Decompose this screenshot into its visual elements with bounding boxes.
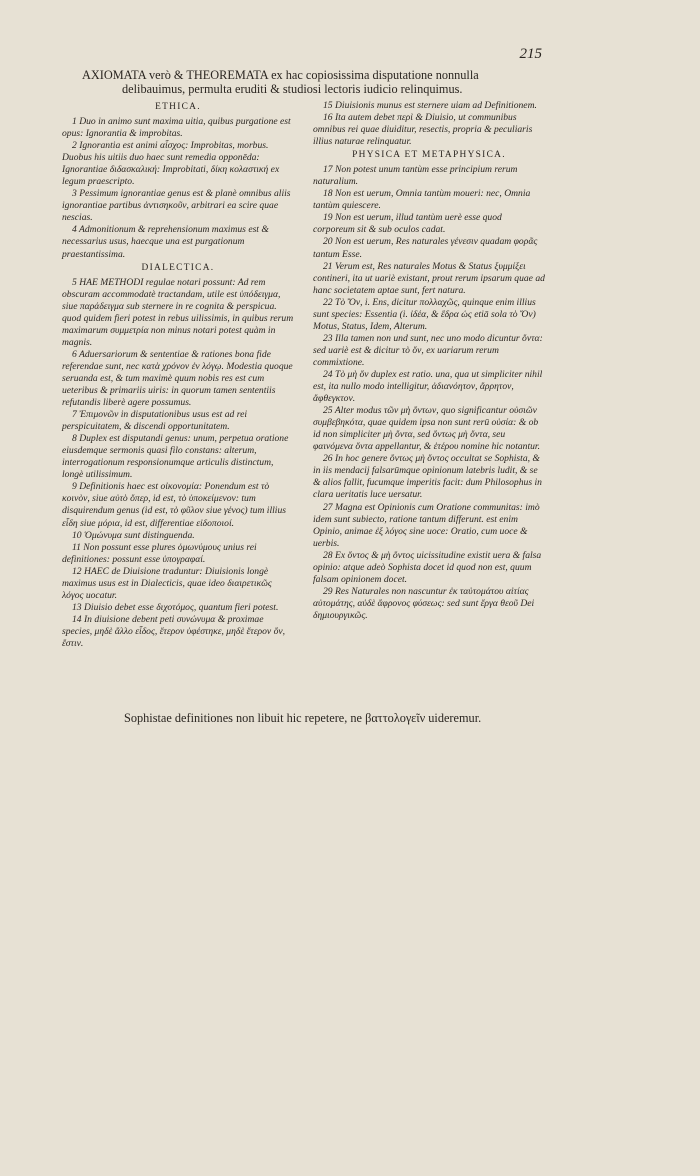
dialectica-title: DIALECTICA. [141,262,215,273]
axiom-5: 5 HAE METHODI regulae notari possunt: Ad rem obscuram accommodatè tractandam, utile est ὑπόδειγμα, siue παράδειγμα sub sternere in re cognita & perspicua. quod quidem fieri potest in rebus uilissimis, in quibus rerum maximarum συμμετρία non minus notari potest quàm in magnis. [62,276,294,348]
axiom-28: 28 Ex ὄντος & μὴ ὄντος uicissitudine existit uera & falsa opinio: atque adeò Sophista docet id quod non est, quum falsam opinionem docet. [313,549,542,585]
section-heading [82,68,562,96]
axiom-9: 9 Definitionis haec est οἰκονομία: Ponendum est τὸ κοινὸν, siue αὐτὸ ὅπερ, id est, τὸ ὑποκείμενον: tum disquirendum genus (id est, τὸ φῦλον siue γένος) tum illius εἶδη siue μόρια, id est, differentiae εἰδοποιοί. [62,481,286,529]
axiom-18: 18 Non est uerum, Omnia tantùm moueri: nec, Omnia tantùm quiescere. [313,188,531,212]
axiom-14: 14 In diuisione debent peti συνώνυμα & proximae species, μηδὲ ἄλλο εἶδος, ἕτερον ὑφέστηκε, μηδὲ ἕτερον ὄν, ἔστιν. [62,613,286,649]
axiom-17: 17 Non potest unum tantùm esse principium rerum naturalium. [313,164,518,188]
axiom-29: 29 Res Naturales non nascuntur ἐκ ταὐτομάτου αἰτίας αὐτομάτης, αὐδὲ ἄφρονος φύσεως: sed sunt ἔργα θεοῦ Dei δημιουργικῶς. [313,585,535,621]
axiom-3: 3 Pessimum ignorantiae genus est & planè omnibus aliis ignorantiae partibus ἀντισηκοῦν, arbitrari ea scire quae nescias. [62,188,291,224]
axiom-23: 23 Illa tamen non und sunt, nec uno modo dicuntur ὄντα: sed uariè est & dicitur τὸ ὄν, ex uariarum rerum commixtione. [313,332,543,368]
axiom-15: 15 Diuisionis munus est sternere uiam ad Definitionem. [323,100,537,111]
axiom-16: 16 Ita autem debet περὶ & Diuisio, ut communibus omnibus rei quae diuiditur, resectis, propria & peculiaris illius naturae relinquatur. [313,112,533,148]
axiom-13: 13 Diuisio debet esse διχοτόμος, quantum fieri potest. [72,601,279,613]
axiom-1: 1 Duo in animo sunt maxima uitia, quibus purgatione est opus: Ignorantia & improbitas. [62,116,291,140]
page-number: 215 [519,46,542,62]
axiom-20: 20 Non est uerum, Res naturales γένεσιν quadam φορᾶς tantum Esse. [313,236,538,260]
axiom-22: 22 Τὸ Ὄν, i. Ens, dicitur πολλαχῶς, quinque enim illius sunt species: Essentia (i. ἰδέα, & ἕδρα ὡς etiā sola τὸ Ὄν) Motus, Status, Idem, Alterum. [313,296,536,332]
axiom-7: 7 Ἐπιμονῶν in disputationibus usus est ad rei perspicuitatem, & discendi opportunitatem. [62,409,248,433]
axiom-6: 6 Aduersariorum & sententiae & rationes bona fide referendae sunt, nec κατὰ χρόνον ἐν λόγῳ. Modestia quoque seruanda est, & tum maximè quum nobis res est cum ueteribus & primariis uiris: in quorum tamen sententiis refutandis liberè agere possumus. [62,348,293,409]
left-column [62,100,294,650]
axiom-2: 2 Ignorantia est animi αἶσχος: Improbitas, morbus. Duobus his uitiis duo haec sunt remedia opponēda: Ignorantiae διδασκαλική: Improbitati, δίκη κολαστική ex legum praescripto. [62,140,280,188]
axiom-25: 25 Alter modus τῶν μὴ ὄντων, quo significantur οὐσιῶν συμβεβηκότα, quae quidem ipsa non sunt rerū οὐσία: & ob id non simpliciter μὴ ὄντα, sed ὄντως μὴ ὄντα, seu φαινόμενα ὄντα appellantur, & ἑτέρου nomine hic notantur. [313,405,540,453]
right-column [313,100,545,622]
heading-line-2: delibauimus, permulta eruditi & studiosi lectoris iudicio relinquimus. [122,82,463,96]
closing-note: Sophistae definitiones non libuit hic repetere, ne βαττολογεῖν uideremur. [124,711,482,725]
ethica-title: ETHICA. [155,102,201,112]
axiom-11: 11 Non possunt esse plures ὁμωνύμους unius rei definitiones: possunt esse ὑπογραφαί. [62,541,257,565]
heading-line-1: AXIOMATA verò & THEOREMATA ex hac copiosissima disputatione nonnulla [82,68,479,82]
axiom-21: 21 Verum est, Res naturales Motus & Status ξυμμίξει contineri, ita ut uariè existant, prout rerum ipsarum quae ad hanc societatem aptae sunt, fert natura. [313,260,545,296]
axiom-12: 12 HAEC de Diuisione traduntur: Diuisionis longè maximus usus est in Dialecticis, quae ideo διαιρετικῶς λόγος uocatur. [62,565,272,601]
axiom-4: 4 Admonitionum & reprehensionum maximus est & necessarius usus, haecque una est purgationum praestantissima. [62,224,269,260]
axiom-24: 24 Τὸ μὴ ὄν duplex est ratio. una, qua ut simpliciter nihil est, ita nullo modo intelligitur, ἀδιανόητον, ἄρρητον, ἄφθεγκτον. [313,368,543,405]
axiom-19: 19 Non est uerum, illud tantùm uerè esse quod corporeum sit & sub oculos cadat. [313,212,502,236]
axiom-27: 27 Magna est Opinionis cum Oratione communitas: imò idem sunt subiecto, ratione tantum differunt. est enim Opinio, animae ἐξ λόγος sine uoce: Oratio, cum uoce & uerbis. [313,501,540,549]
axiom-26: 26 In hoc genere ὄντως μὴ ὄντος occultat se Sophista, & in iis mendacij falsarūmque opinionum latebris ludit, & se & alios fallit, fucumque imperitis facit: dum Philosophus in clara ueritatis luce uersatur. [313,453,542,501]
axiom-10: 10 Ὁμώνυμα sunt distinguenda. [72,529,195,541]
physica-title: PHYSICA ET METAPHYSICA. [352,150,506,161]
axiom-8: 8 Duplex est disputandi genus: unum, perpetua oratione eiusdemque sermonis quasi filo constans: alterum, interrogationum responsionumque articulis distinctum, longè utilissimum. [62,433,289,481]
